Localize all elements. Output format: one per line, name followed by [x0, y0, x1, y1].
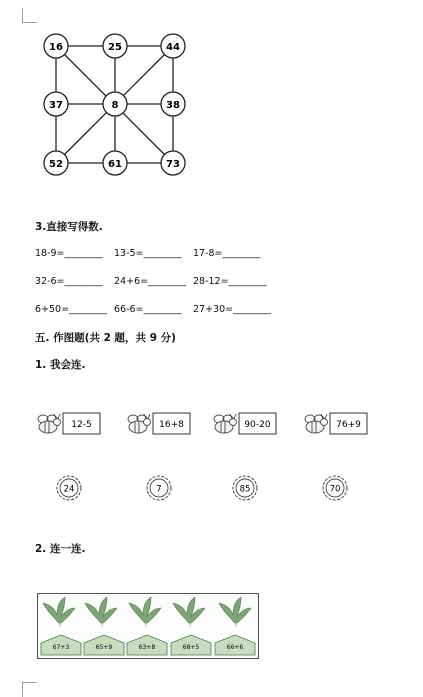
bee-icon: [38, 414, 61, 433]
bee-card-4: [303, 410, 373, 444]
arithmetic-row-2: [35, 276, 267, 287]
flower-3: [231, 474, 259, 506]
arithmetic-item: 28-12=________: [193, 276, 267, 287]
house-expression: 66+6: [226, 644, 244, 651]
svg-text:25: 25: [108, 42, 122, 53]
arithmetic-item: 27+30=________: [193, 304, 272, 315]
arithmetic-item: 24+6=________: [114, 276, 187, 287]
bee-expression: 16+8: [159, 420, 184, 430]
grid-circle-4: [44, 92, 68, 116]
flower-number: 70: [329, 484, 341, 495]
page-corner-mark-bottom: [22, 682, 37, 697]
bee-expression: 76+9: [336, 420, 361, 430]
section-5-heading: 五. 作图题(共 2 题，共 9 分): [35, 332, 176, 344]
arithmetic-item: 18-9=________: [35, 248, 103, 259]
section-3-heading: 3.直接写得数.: [35, 221, 103, 233]
question-2-label: 2. 连一连.: [35, 543, 86, 555]
question-1-label: 1. 我会连.: [35, 359, 86, 371]
house-expression: 65+9: [95, 644, 113, 651]
flower-2: [145, 474, 173, 506]
arithmetic-item: 66-6=________: [114, 304, 182, 315]
house-expression: 68+5: [182, 644, 200, 651]
arithmetic-row-1: [35, 248, 261, 259]
bee-icon: [214, 414, 237, 433]
grid-circle-7: [44, 151, 68, 175]
flower-1: [55, 474, 83, 506]
svg-text:38: 38: [166, 100, 180, 111]
flower-number: 24: [63, 484, 75, 495]
svg-text:8: 8: [111, 100, 119, 111]
house-expression: 63+8: [138, 644, 156, 651]
plants-houses-picture: [37, 593, 259, 663]
flower-number: 85: [239, 484, 251, 495]
arithmetic-item: 6+50=________: [35, 304, 108, 315]
grid-circle-2: [103, 34, 127, 58]
bee-expression: 12-5: [71, 420, 92, 430]
grid-circle-5: [103, 92, 127, 116]
arithmetic-item: 13-5=________: [114, 248, 182, 259]
bee-icon: [305, 414, 328, 433]
arithmetic-item: 17-8=________: [193, 248, 261, 259]
bee-card-2: [126, 410, 196, 444]
bee-card-1: [36, 410, 106, 444]
page-corner-mark-top: [22, 8, 37, 23]
svg-text:61: 61: [108, 159, 122, 170]
grid-circle-6: [161, 92, 185, 116]
grid-circle-3: [161, 34, 185, 58]
bee-icon: [128, 414, 151, 433]
grid-circle-1: [44, 34, 68, 58]
arithmetic-row-3: [35, 304, 271, 315]
svg-text:44: 44: [166, 42, 180, 53]
bee-expression: 90-20: [244, 420, 271, 430]
grid-circle-8: [103, 151, 127, 175]
arithmetic-item: 32-6=________: [35, 276, 103, 287]
grid-circle-9: [161, 151, 185, 175]
flower-number: 7: [156, 484, 162, 495]
flower-4: [321, 474, 349, 506]
svg-text:52: 52: [49, 159, 63, 170]
number-grid-diagram: [40, 32, 195, 180]
bee-card-3: [212, 410, 282, 444]
svg-text:37: 37: [49, 100, 63, 111]
svg-text:73: 73: [166, 159, 180, 170]
svg-text:16: 16: [49, 42, 63, 53]
house-expression: 67+3: [52, 644, 70, 651]
